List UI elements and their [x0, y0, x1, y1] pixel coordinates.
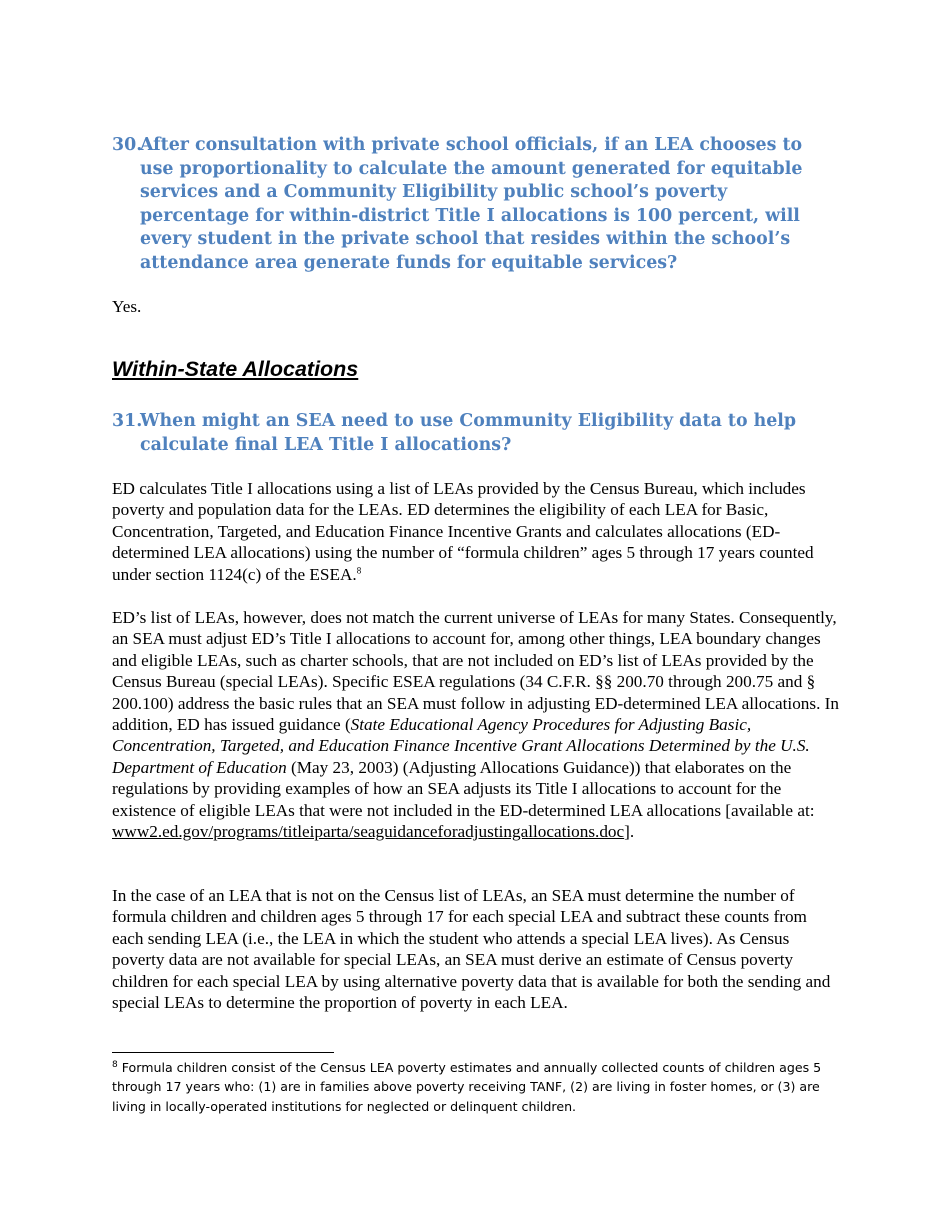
footnote-divider [112, 1052, 334, 1053]
question-30-text: After consultation with private school officials, if an LEA chooses to use proportionality to calculate the amount generated for equitable services and a Community Eligibility public school’s poverty percentage for within-district Title I allocations is 100 percent, will every student in the private school that resides within the school’s attendance area generate funds for equitable services? [140, 135, 803, 273]
paragraph-2-part3: ]. [624, 822, 635, 842]
footnote-text: Formula children consist of the Census LEA poverty estimates and annually collected counts of children ages 5 through 17 years who: (1) are in families above poverty receiving TANF, (2) are living in foster homes, or (3) are living in locally-operated institutions for neglected or delinquent children. [112, 1060, 822, 1114]
footnote-8 [112, 1058, 840, 1116]
question-30-number: 30. [112, 135, 143, 155]
paragraph-2-part1: ED’s list of LEAs, however, does not match the current universe of LEAs for many States. Consequently, an SEA must adjust ED’s Title I allocations to account for, among other things, LEA boundary changes and eligible LEAs, such as charter schools, that are not included on ED’s list of LEAs provided by the Census Bureau (special LEAs). Specific ESEA regulations (34 C.F.R. §§ 200.70 through 200.75 and § 200.100) address the basic rules that an SEA must follow in adjusting ED-determined LEA allocations. In addition, ED has issued guidance ( [112, 608, 839, 735]
paragraph-3: In the case of an LEA that is not on the Census list of LEAs, an SEA must determine the number of formula children and children ages 5 through 17 for each special LEA and subtract these counts from each sending LEA (i.e., the LEA in which the student who attends a special LEA lives). As Census poverty data are not available for special LEAs, an SEA must derive an estimate of Census poverty children for each special LEA by using alternative poverty data that is available for both the sending and special LEAs to determine the proportion of poverty in each LEA. [112, 886, 831, 1013]
question-31-number: 31. [112, 411, 143, 431]
section-heading: Within-State Allocations [112, 357, 359, 381]
footnote-mark: 8 [112, 1059, 118, 1070]
question-31-text: When might an SEA need to use Community Eligibility data to help calculate final LEA Title I allocations? [140, 411, 797, 455]
paragraph-1-text: ED calculates Title I allocations using a list of LEAs provided by the Census Bureau, which includes poverty and population data for the LEAs. ED determines the eligibility of each LEA for Basic, Concentration, Targeted, and Education Finance Incentive Grants and calculates allocations (ED-determined LEA allocations) using the number of “formula children” ages 5 through 17 years counted under section 1124(c) of the ESEA. [112, 479, 814, 584]
guidance-link[interactable]: www2.ed.gov/programs/titleiparta/seaguidanceforadjustingallocations.doc [112, 822, 625, 842]
footnote-reference[interactable]: 8 [356, 564, 362, 575]
paragraph-2-part2: (May 23, 2003) (Adjusting Allocations Guidance)) that elaborates on the regulations by providing examples of how an SEA adjusts its Title I allocations to account for the existence of eligible LEAs that were not included in the ED-determined LEA allocations [available at: [112, 757, 815, 820]
question-30 [112, 134, 840, 276]
answer-30: Yes. [112, 297, 142, 316]
paragraph-2 [112, 607, 840, 842]
guidance-title: State Educational Agency Procedures for Adjusting Basic, Concentration, Targeted, and Education Finance Incentive Grant Allocations Determined by the U.S. Department of Education [112, 715, 810, 777]
paragraph-1 [112, 478, 840, 585]
question-31 [112, 410, 840, 457]
